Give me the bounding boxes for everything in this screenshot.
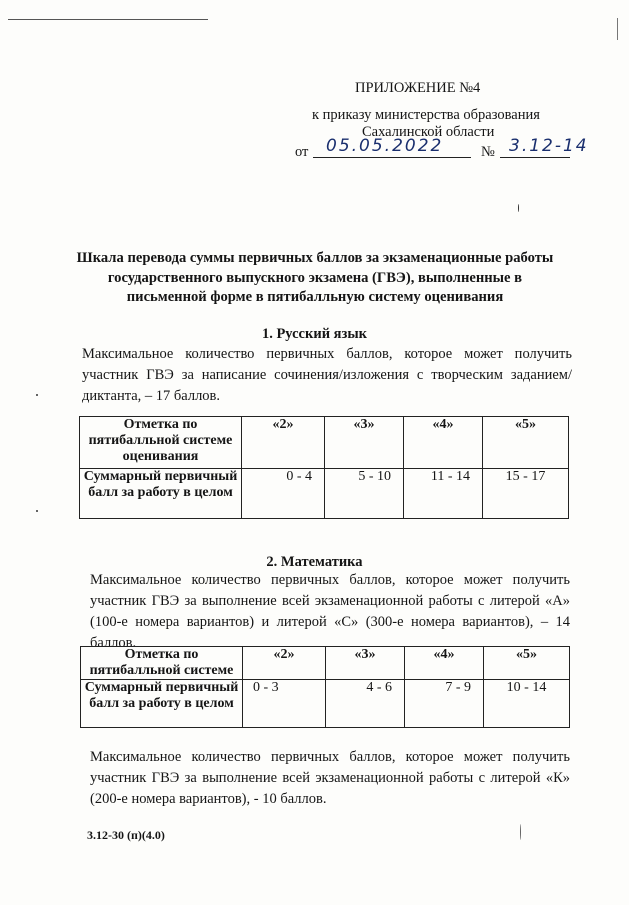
grade-cell: «2» [243,647,326,680]
range-cell: 0 - 4 [242,469,325,519]
handwritten-number: 3.12-14 [509,136,589,156]
grade-cell: «3» [325,417,404,469]
appendix-title: ПРИЛОЖЕНИЕ №4 [355,80,481,96]
range-cell: 15 - 17 [483,469,569,519]
table-row-label: Отметка по пятибалльной системе оценивания [80,417,242,469]
range-cell: 11 - 14 [404,469,483,519]
scan-speck [36,394,38,396]
paragraph-text: Максимальное количество первичных баллов, которое может получить участник ГВЭ за выполнение всей экзаменационной работы с литерой «А» (100-е номера вариантов) и литерой «С» (300-е номера вариантов), – 14 баллов. [90,572,570,651]
number-underline [500,157,570,158]
region-line: Сахалинской области [362,124,495,140]
table-row-label: Суммарный первичный балл за работу в целом [81,680,243,728]
grade-cell: «4» [405,647,484,680]
scan-speck [518,204,519,212]
scan-artifact-line [8,19,208,20]
paragraph-text: Максимальное количество первичных баллов, которое может получить участник ГВЭ за выполнение всей экзаменационной работы с литерой «К» (200-е номера вариантов), - 10 баллов. [90,749,570,807]
grade-cell: «4» [404,417,483,469]
grade-cell: «5» [484,647,570,680]
scan-speck [36,510,38,512]
range-cell: 5 - 10 [325,469,404,519]
score-table-math [80,646,570,728]
number-label: № [481,144,495,160]
grade-cell: «5» [483,417,569,469]
section-heading-math: 2. Математика [266,554,363,570]
paragraph-text: Максимальное количество первичных баллов, которое может получить участник ГВЭ за написание сочинения/изложения с творческим заданием/диктанта, – 17 баллов. [82,346,572,404]
score-table-russian [79,416,569,519]
range-cell: 10 - 14 [484,680,570,728]
scan-artifact-edge [617,18,618,40]
scan-speck [520,824,521,840]
grade-cell: «3» [326,647,405,680]
section-note-math [90,747,570,810]
document-title: Шкала перевода суммы первичных баллов за экзаменационные работы государственного выпускного экзамена (ГВЭ), выполненные в письменной форме в пятибалльную систему оценивания [76,250,554,305]
range-cell: 0 - 3 [243,680,326,728]
section-heading-russian: 1. Русский язык [261,326,368,342]
table-row-label: Суммарный первичный балл за работу в целом [80,469,242,519]
document-code: 3.12-30 (п)(4.0) [87,828,165,842]
grade-cell: «2» [242,417,325,469]
range-cell: 7 - 9 [405,680,484,728]
from-label: от [295,144,309,160]
date-underline [313,157,471,158]
section-paragraph-math [90,570,570,654]
section-paragraph-russian [82,344,572,407]
handwritten-date: 05.05.2022 [326,136,444,156]
range-cell: 4 - 6 [326,680,405,728]
table-row-label: Отметка по пятибалльной системе [81,647,243,680]
order-line: к приказу министерства образования [312,107,540,123]
